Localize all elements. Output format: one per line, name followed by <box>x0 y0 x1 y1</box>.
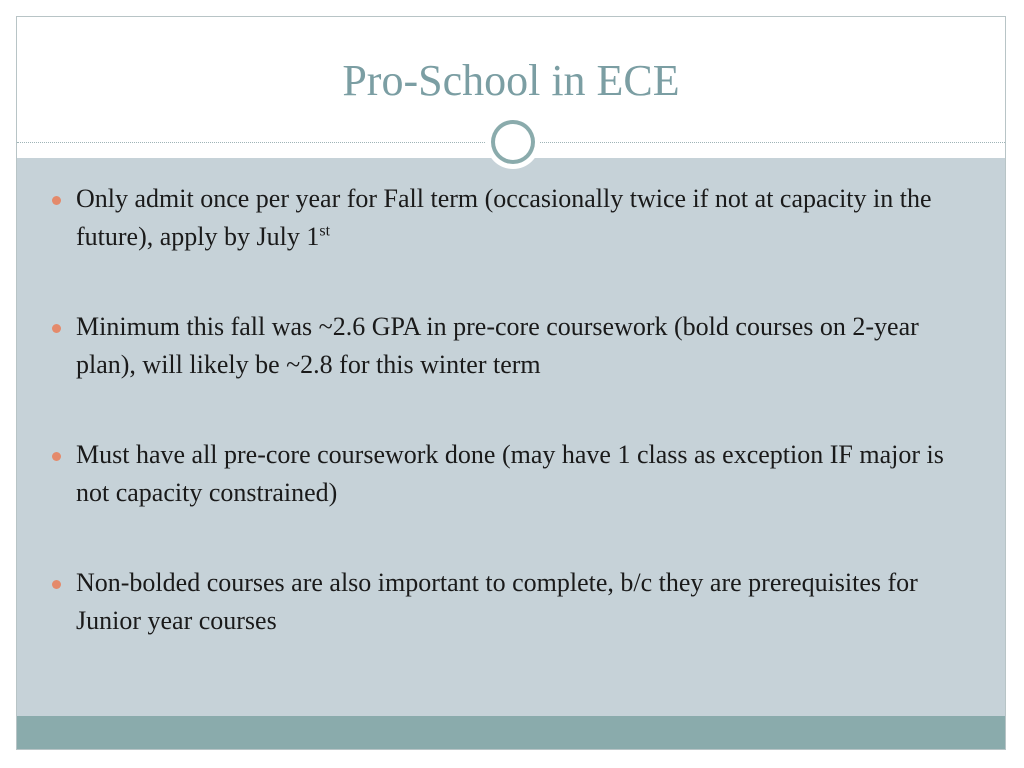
slide <box>16 16 1006 750</box>
bullet-item <box>76 436 977 512</box>
bottom-bar <box>17 716 1005 750</box>
bullet-dot-icon <box>52 324 61 333</box>
bullet-item <box>76 180 977 256</box>
circle-ornament-icon <box>486 115 540 169</box>
bullet-text: Minimum this fall was ~2.6 GPA in pre-core coursework (bold courses on 2-year plan), will likely be ~2.8 for this winter term <box>76 312 919 379</box>
ornament-ring <box>491 120 535 164</box>
bullet-list <box>17 180 1005 640</box>
bullet-text: Non-bolded courses are also important to complete, b/c they are prerequisites for Junior year courses <box>76 568 918 635</box>
bullet-text: Must have all pre-core coursework done (may have 1 class as exception IF major is not capacity constrained) <box>76 440 944 507</box>
ornament-center <box>495 124 531 160</box>
bullet-item <box>76 308 977 384</box>
bullet-dot-icon <box>52 196 61 205</box>
bullet-dot-icon <box>52 452 61 461</box>
bullet-dot-icon <box>52 580 61 589</box>
ordinal-superscript: st <box>319 222 331 240</box>
bullet-item <box>76 564 977 640</box>
bullet-text: Only admit once per year for Fall term (occasionally twice if not at capacity in the future), apply by July 1 <box>76 184 932 251</box>
slide-title: Pro-School in ECE <box>342 56 680 105</box>
